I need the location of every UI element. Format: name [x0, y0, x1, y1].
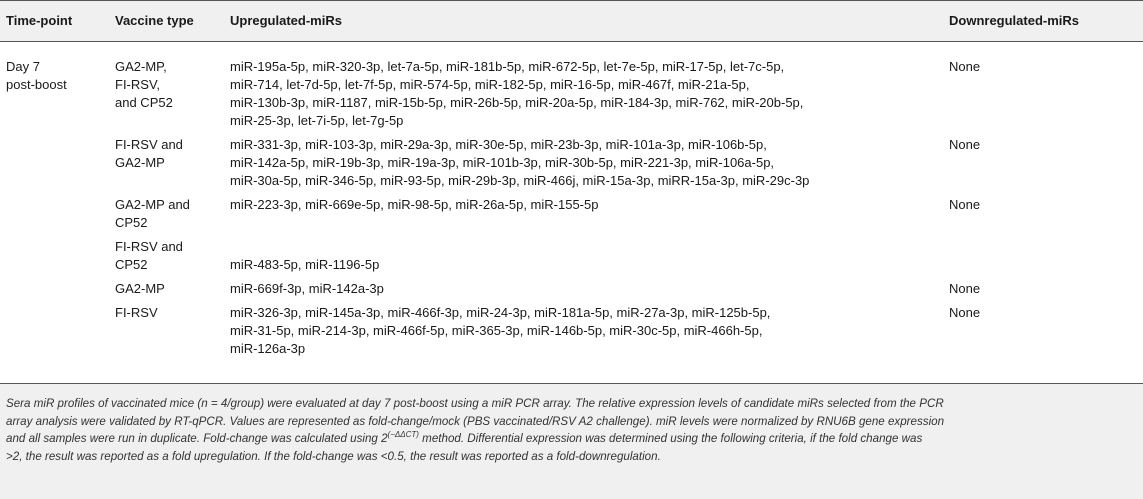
- upregulated-cell: miR-223-3p, miR-669e-5p, miR-98-5p, miR-26a-5p, miR-155-5p: [230, 197, 599, 212]
- header-upregulated: Upregulated-miRs: [230, 13, 342, 28]
- header-time-point: Time-point: [6, 13, 73, 28]
- table-row: [0, 42, 1143, 131]
- vaccine-type-cell: FI-RSV: [115, 305, 158, 320]
- downregulated-cell: None: [949, 281, 981, 296]
- table-row: [0, 274, 1143, 298]
- downregulated-cell: None: [949, 137, 981, 152]
- table-row: [0, 130, 1143, 190]
- header-row: [0, 1, 1143, 42]
- downregulated-cell: None: [949, 197, 981, 212]
- upregulated-cell: miR-483-5p, miR-1196-5p: [230, 257, 380, 272]
- vaccine-type-cell: GA2-MP and CP52: [115, 197, 190, 230]
- upregulated-cell: miR-195a-5p, miR-320-3p, let-7a-5p, miR-181b-5p, miR-672-5p, let-7e-5p, miR-17-5p, let-7c-5p, miR-714, let-7d-5p, let-7f-5p, miR-574-5p, miR-182-5p, miR-16-5p, miR-467f, miR-21a-5p, miR-130b-3p, miR-1187, miR-15b-5p, miR-26b-5p, miR-20a-5p, miR-184-3p, miR-762, miR-20b-5p, miR-25-3p, let-7i-5p, let-7g-5p: [230, 59, 804, 128]
- upregulated-cell: miR-331-3p, miR-103-3p, miR-29a-3p, miR-30e-5p, miR-23b-3p, miR-101a-3p, miR-106b-5p, miR-142a-5p, miR-19b-3p, miR-19a-3p, miR-101b-3p, miR-30b-5p, miR-221-3p, miR-106a-5p, miR-30a-5p, miR-346-5p, miR-93-5p, miR-29b-3p, miR-466j, miR-15a-3p, miRR-15a-3p, miR-29c-3p: [230, 137, 810, 188]
- upregulated-cell: miR-669f-3p, miR-142a-3p: [230, 281, 384, 296]
- vaccine-type-cell: FI-RSV and CP52: [115, 239, 183, 272]
- table-row: [0, 298, 1143, 362]
- vaccine-type-cell: FI-RSV and GA2-MP: [115, 137, 183, 170]
- downregulated-cell: None: [949, 59, 981, 74]
- header-downregulated: Downregulated-miRs: [949, 13, 1080, 28]
- table-row: [0, 190, 1143, 232]
- vaccine-type-cell: GA2-MP: [115, 281, 165, 296]
- downregulated-cell: None: [949, 305, 981, 320]
- table-row: [0, 232, 1143, 274]
- fold-change-exponent: (−ΔΔCT): [387, 430, 419, 440]
- header-vaccine-type: Vaccine type: [115, 13, 194, 28]
- upregulated-cell: miR-326-3p, miR-145a-3p, miR-466f-3p, miR-24-3p, miR-181a-5p, miR-27a-3p, miR-125b-5p, miR-31-5p, miR-214-3p, miR-466f-5p, miR-365-3p, miR-146b-5p, miR-30c-5p, miR-466h-5p, miR-126a-3p: [230, 305, 771, 356]
- vaccine-type-cell: GA2-MP, FI-RSV, and CP52: [115, 59, 173, 110]
- time-point-cell: Day 7 post-boost: [6, 59, 67, 92]
- table-footnote: Sera miR profiles of vaccinated mice (n = 4/group) were evaluated at day 7 post-boost using a miR PCR array. The relative expression levels of candidate miRs selected from the PCR array analysis were validated by RT-qPCR. Values are represented as fold-change/mock (PBS vaccinated/RSV A2 challenge). miR levels were normalized by RNU6B gene expression and all samples were run in duplicate. Fold-change was calculated using $2^{(-\Delta\Delta CT)}$ method. Differential expression was determined using the following criteria, if the fold change was >2, the result was reported as a fold upregulation. If the fold-change was <0.5, the result was reported as a fold-downregulation.: [0, 383, 1143, 499]
